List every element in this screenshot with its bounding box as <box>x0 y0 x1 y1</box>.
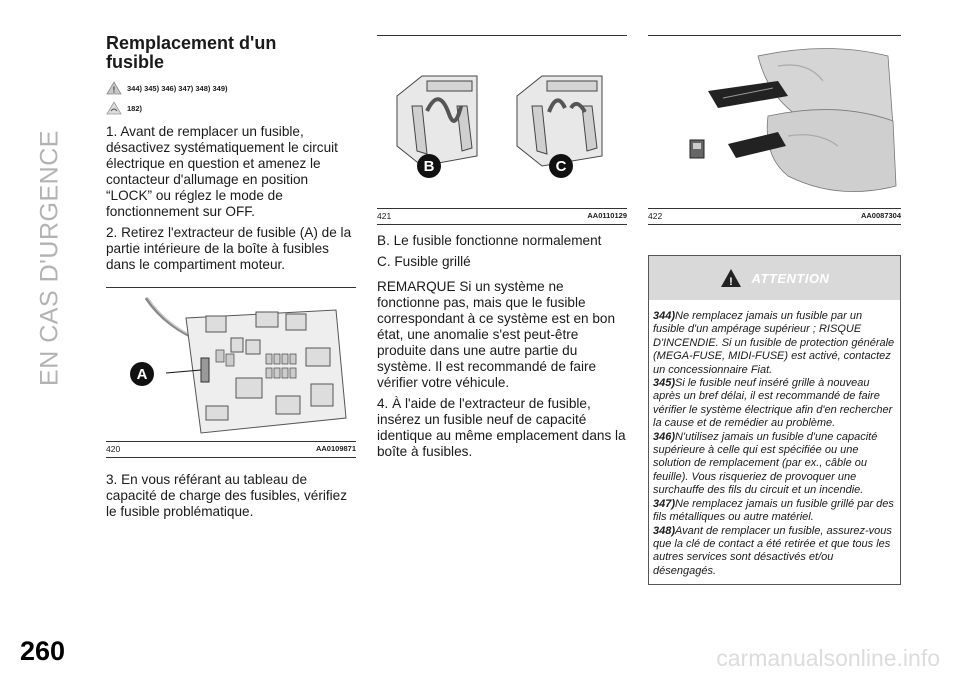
warning-345: 345)Si le fusible neuf inséré grille à nouveau après un bref délai, il est recommandé de faire vérifier le système électrique afin d'en rechercher la cause et de remédier au problème. <box>653 377 893 430</box>
figure-420 <box>106 287 356 458</box>
column-3 <box>648 30 901 585</box>
fuse-box-illustration <box>106 288 356 441</box>
figure-caption <box>106 441 356 457</box>
figure-caption <box>377 208 627 224</box>
attention-body <box>649 300 900 584</box>
fuse-insertion-illustration <box>648 36 901 208</box>
figure-caption <box>648 208 901 224</box>
figure-number: 422 <box>648 211 663 221</box>
figure-421 <box>377 35 627 225</box>
legend-c-text: C. Fusible grillé <box>377 254 471 269</box>
step-1-text: 1. Avant de remplacer un fusible, désactivez systématiquement le circuit électrique en question et amenez le contacteur d'allumage en position “LOCK” ou réglez le mode de fonctionnement sur OFF. <box>106 124 338 219</box>
label-c: C <box>549 154 573 178</box>
attention-header <box>649 256 900 300</box>
heading-line-1: Remplacement d'un <box>106 33 277 53</box>
fuse-comparison-drawing <box>377 36 627 208</box>
warning-triangle-icon <box>720 268 742 288</box>
attention-box <box>648 255 901 585</box>
figure-number: 420 <box>106 444 121 454</box>
figure-code: AA0087304 <box>860 211 901 220</box>
note-refs-row <box>106 101 356 115</box>
warning-refs-row <box>106 81 356 95</box>
column-2 <box>377 30 627 460</box>
figure-number: 421 <box>377 211 392 221</box>
figure-code: AA0109871 <box>315 444 356 453</box>
heading-line-2: fusible <box>106 52 165 72</box>
label-b: B <box>417 154 441 178</box>
step-2-text: 2. Retirez l'extracteur de fusible (A) de la partie intérieure de la boîte à fusibles dans le compartiment moteur. <box>106 225 352 272</box>
page-number: 260 <box>20 636 66 666</box>
fuse-insertion-drawing <box>648 36 901 208</box>
attention-title: ATTENTION <box>751 270 830 286</box>
warning-348: 348)Avant de remplacer un fusible, assurez-vous que la clé de contact a été retirée et que tous les autres services sont désactivés et/ou désengagés. <box>653 524 892 577</box>
note-triangle-icon <box>106 101 122 115</box>
warning-refs: 344) 345) 346) 347) 348) 349) <box>127 83 228 93</box>
figure-422 <box>648 35 901 225</box>
warning-346: 346)N'utilisez jamais un fusible d'une capacité supérieure à celle qui est spécifiée ou une solution de remplacement (par ex., câble ou feuille). Vous risqueriez de provoquer une surchauffe des fils du circuit et un incendie. <box>653 430 878 497</box>
warning-347: 347)Ne remplacez jamais un fusible grillé par des fils métalliques ou autre matériel. <box>653 497 894 524</box>
label-a: A <box>130 362 154 386</box>
svg-text:!: ! <box>112 85 116 95</box>
step-3-text: 3. En vous référant au tableau de capacité de charge des fusibles, vérifiez le fusible problématique. <box>106 472 348 519</box>
fuse-comparison-illustration <box>377 36 627 208</box>
note-refs: 182) <box>127 103 143 113</box>
svg-text:!: ! <box>728 276 733 288</box>
section-side-label: EN CAS D'URGENCE <box>35 130 64 386</box>
remark-text: REMARQUE Si un système ne fonctionne pas, mais que le fusible correspondant à ce système est en bon état, une anomalie s'est peut-être produite dans une autre partie du système. Il est recommandé de faire vérifier votre véhicule. <box>377 279 616 390</box>
figure-code: AA0110129 <box>587 211 627 220</box>
step-4-text: 4. À l'aide de l'extracteur de fusible, insérez un fusible neuf de capacité identique au même emplacement dans la boîte à fusibles. <box>377 396 626 459</box>
warning-344: 344)Ne remplacez jamais un fusible par un fusible d'un ampérage supérieur ; RISQUE D'INCENDIE. Si un fusible de protection générale (MEGA-FUSE, MIDI-FUSE) est activé, contactez un concessionnaire Fiat. <box>653 310 895 376</box>
column-1 <box>106 30 356 520</box>
watermark: carmanualsonline.info <box>716 645 940 671</box>
section-heading <box>106 34 356 72</box>
legend-b-text: B. Le fusible fonctionne normalement <box>377 233 602 248</box>
warning-triangle-icon <box>106 81 122 95</box>
